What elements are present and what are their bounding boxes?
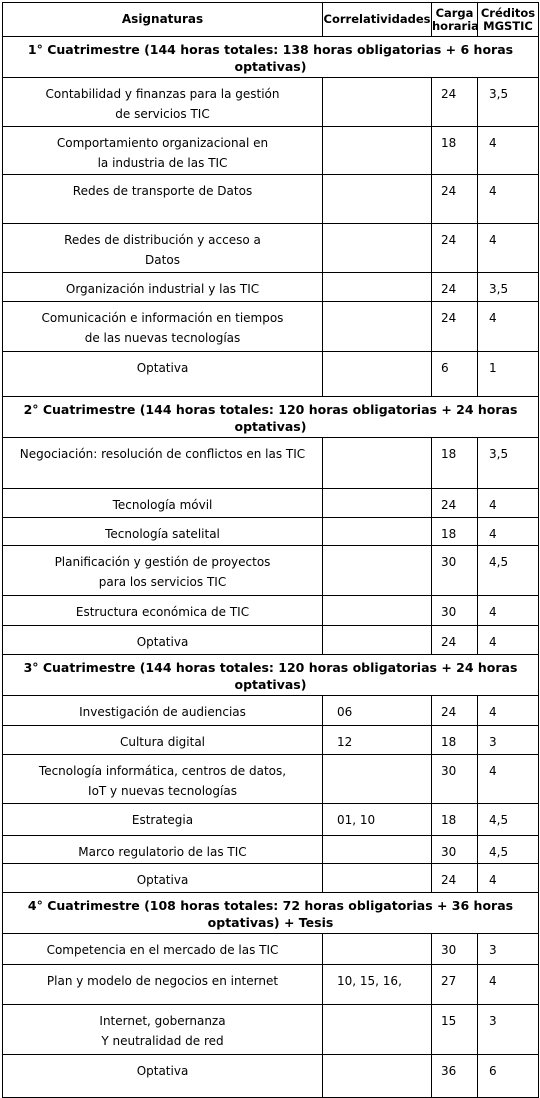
subject-name-line: la industria de las TIC xyxy=(97,156,228,170)
table-row xyxy=(3,804,539,836)
table-row xyxy=(3,596,539,626)
subject-cell xyxy=(3,302,323,352)
carga-horaria-cell: 24 xyxy=(432,78,478,127)
correlatividades-cell: 10, 15, 16, xyxy=(323,965,432,1005)
subject-name-line: de las nuevas tecnologías xyxy=(84,331,241,345)
table-row xyxy=(3,78,539,127)
creditos-cell: 4 xyxy=(478,489,539,518)
subject-name-line: Internet, gobernanza xyxy=(99,1014,226,1028)
carga-horaria-cell: 30 xyxy=(432,755,478,804)
carga-horaria-cell: 30 xyxy=(432,836,478,864)
correlatividades-cell xyxy=(323,546,432,596)
creditos-cell: 3,5 xyxy=(478,438,539,489)
correlatividades-cell: 12 xyxy=(323,726,432,755)
carga-horaria-cell: 30 xyxy=(432,546,478,596)
subject-name-line: Investigación de audiencias xyxy=(79,705,246,719)
subject-name-line: Comportamiento organizacional en xyxy=(56,136,269,150)
semester-title: 1° Cuatrimestre (144 horas totales: 138 horas obligatorias + 6 horas optativas) xyxy=(3,37,539,78)
subject-name-line: para los servicios TIC xyxy=(98,575,227,589)
table-body xyxy=(3,37,539,1098)
correlatividades-cell xyxy=(323,352,432,397)
carga-horaria-cell: 6 xyxy=(432,352,478,397)
creditos-cell: 4 xyxy=(478,755,539,804)
curriculum-table xyxy=(2,2,539,1098)
subject-cell xyxy=(3,1055,323,1098)
subject-cell xyxy=(3,864,323,893)
creditos-cell: 4 xyxy=(478,224,539,273)
carga-horaria-cell: 24 xyxy=(432,224,478,273)
subject-name-line: Tecnología móvil xyxy=(112,498,213,512)
subject-name-line: Y neutralidad de red xyxy=(101,1034,224,1048)
table-row xyxy=(3,965,539,1005)
correlatividades-cell xyxy=(323,302,432,352)
creditos-cell: 4 xyxy=(478,626,539,655)
table-row xyxy=(3,836,539,864)
header-carga-horaria: Carga horaria xyxy=(432,3,478,37)
carga-horaria-cell: 24 xyxy=(432,696,478,726)
semester-title: 4° Cuatrimestre (108 horas totales: 72 horas obligatorias + 36 horas optativas) + Tesis xyxy=(3,893,539,934)
subject-name-line: Datos xyxy=(145,253,180,267)
creditos-cell: 4 xyxy=(478,518,539,546)
correlatividades-cell xyxy=(323,127,432,175)
table-row xyxy=(3,489,539,518)
carga-horaria-cell: 18 xyxy=(432,518,478,546)
creditos-cell: 4 xyxy=(478,302,539,352)
subject-cell xyxy=(3,965,323,1005)
correlatividades-cell xyxy=(323,626,432,655)
subject-name-line: Planificación y gestión de proyectos xyxy=(54,555,271,569)
creditos-cell: 4 xyxy=(478,127,539,175)
table-row xyxy=(3,626,539,655)
subject-name-line: Marco regulatorio de las TIC xyxy=(78,845,247,859)
subject-cell xyxy=(3,175,323,224)
semester-row xyxy=(3,893,539,934)
table-row xyxy=(3,273,539,302)
header-row xyxy=(3,3,539,37)
carga-horaria-cell: 24 xyxy=(432,489,478,518)
subject-cell xyxy=(3,726,323,755)
table-row xyxy=(3,696,539,726)
correlatividades-cell xyxy=(323,934,432,965)
creditos-cell: 4,5 xyxy=(478,546,539,596)
correlatividades-cell xyxy=(323,518,432,546)
semester-row xyxy=(3,37,539,78)
carga-horaria-cell: 18 xyxy=(432,726,478,755)
table-row xyxy=(3,1005,539,1055)
subject-cell xyxy=(3,546,323,596)
table-row xyxy=(3,302,539,352)
table-row xyxy=(3,438,539,489)
creditos-cell: 4,5 xyxy=(478,836,539,864)
subject-name-line: Estrategia xyxy=(131,813,194,827)
subject-cell xyxy=(3,127,323,175)
subject-cell xyxy=(3,836,323,864)
subject-cell xyxy=(3,934,323,965)
table-row xyxy=(3,224,539,273)
semester-row xyxy=(3,397,539,438)
carga-horaria-cell: 24 xyxy=(432,302,478,352)
carga-horaria-cell: 15 xyxy=(432,1005,478,1055)
carga-horaria-cell: 24 xyxy=(432,626,478,655)
correlatividades-cell xyxy=(323,836,432,864)
subject-name-line: IoT y nuevas tecnologías xyxy=(88,784,237,798)
subject-name-line: Redes de transporte de Datos xyxy=(72,184,253,198)
subject-name-line: Optativa xyxy=(136,873,189,887)
table-row xyxy=(3,755,539,804)
subject-cell xyxy=(3,352,323,397)
header-correlatividades: Correlatividades xyxy=(323,3,432,37)
subject-cell xyxy=(3,438,323,489)
subject-cell xyxy=(3,224,323,273)
creditos-cell: 3 xyxy=(478,726,539,755)
carga-horaria-cell: 27 xyxy=(432,965,478,1005)
table-row xyxy=(3,546,539,596)
table-row xyxy=(3,352,539,397)
subject-cell xyxy=(3,755,323,804)
table-row xyxy=(3,518,539,546)
subject-name-line: Competencia en el mercado de las TIC xyxy=(46,943,279,957)
subject-name-line: Estructura económica de TIC xyxy=(75,605,250,619)
subject-cell xyxy=(3,273,323,302)
correlatividades-cell xyxy=(323,438,432,489)
correlatividades-cell xyxy=(323,273,432,302)
subject-cell xyxy=(3,626,323,655)
creditos-cell: 4 xyxy=(478,596,539,626)
subject-name-line: Contabilidad y finanzas para la gestión xyxy=(45,87,280,101)
correlatividades-cell xyxy=(323,596,432,626)
subject-cell xyxy=(3,804,323,836)
carga-horaria-cell: 30 xyxy=(432,934,478,965)
subject-name-line: Optativa xyxy=(136,635,189,649)
subject-name-line: Comunicación e información en tiempos xyxy=(41,311,284,325)
correlatividades-cell xyxy=(323,1055,432,1098)
correlatividades-cell: 01, 10 xyxy=(323,804,432,836)
table-row xyxy=(3,934,539,965)
semester-title: 3° Cuatrimestre (144 horas totales: 120 horas obligatorias + 24 horas optativas) xyxy=(3,655,539,696)
subject-cell xyxy=(3,518,323,546)
header-creditos: Créditos MGSTIC xyxy=(478,3,539,37)
creditos-cell: 4 xyxy=(478,965,539,1005)
carga-horaria-cell: 30 xyxy=(432,596,478,626)
subject-name-line: Tecnología informática, centros de datos, xyxy=(38,764,287,778)
subject-name-line: Cultura digital xyxy=(119,735,206,749)
subject-cell xyxy=(3,489,323,518)
carga-horaria-cell: 18 xyxy=(432,438,478,489)
semester-row xyxy=(3,655,539,696)
table-row xyxy=(3,864,539,893)
correlatividades-cell xyxy=(323,864,432,893)
subject-name-line: de servicios TIC xyxy=(115,107,210,121)
creditos-cell: 6 xyxy=(478,1055,539,1098)
subject-cell xyxy=(3,78,323,127)
header-asignaturas: Asignaturas xyxy=(3,3,323,37)
carga-horaria-cell: 24 xyxy=(432,864,478,893)
correlatividades-cell xyxy=(323,489,432,518)
correlatividades-cell xyxy=(323,78,432,127)
carga-horaria-cell: 18 xyxy=(432,127,478,175)
subject-name-line: Optativa xyxy=(136,361,189,375)
creditos-cell: 1 xyxy=(478,352,539,397)
creditos-cell: 4 xyxy=(478,696,539,726)
table-row xyxy=(3,726,539,755)
subject-name-line: Negociación: resolución de conflictos en las TIC xyxy=(19,447,306,461)
correlatividades-cell xyxy=(323,175,432,224)
creditos-cell: 3 xyxy=(478,934,539,965)
creditos-cell: 3,5 xyxy=(478,273,539,302)
table-row xyxy=(3,127,539,175)
carga-horaria-cell: 24 xyxy=(432,273,478,302)
correlatividades-cell xyxy=(323,224,432,273)
subject-name-line: Optativa xyxy=(136,1064,189,1078)
subject-cell xyxy=(3,696,323,726)
table-row xyxy=(3,1055,539,1098)
carga-horaria-cell: 18 xyxy=(432,804,478,836)
correlatividades-cell xyxy=(323,755,432,804)
correlatividades-cell xyxy=(323,1005,432,1055)
carga-horaria-cell: 24 xyxy=(432,175,478,224)
creditos-cell: 3 xyxy=(478,1005,539,1055)
table-row xyxy=(3,175,539,224)
subject-name-line: Organización industrial y las TIC xyxy=(65,282,260,296)
subject-cell xyxy=(3,596,323,626)
correlatividades-cell: 06 xyxy=(323,696,432,726)
subject-cell xyxy=(3,1005,323,1055)
subject-name-line: Redes de distribución y acceso a xyxy=(64,233,261,247)
subject-name-line: Plan y modelo de negocios en internet xyxy=(46,974,279,988)
creditos-cell: 4,5 xyxy=(478,804,539,836)
subject-name-line: Tecnología satelital xyxy=(105,527,220,541)
creditos-cell: 3,5 xyxy=(478,78,539,127)
creditos-cell: 4 xyxy=(478,175,539,224)
creditos-cell: 4 xyxy=(478,864,539,893)
carga-horaria-cell: 36 xyxy=(432,1055,478,1098)
semester-title: 2° Cuatrimestre (144 horas totales: 120 horas obligatorias + 24 horas optativas) xyxy=(3,397,539,438)
